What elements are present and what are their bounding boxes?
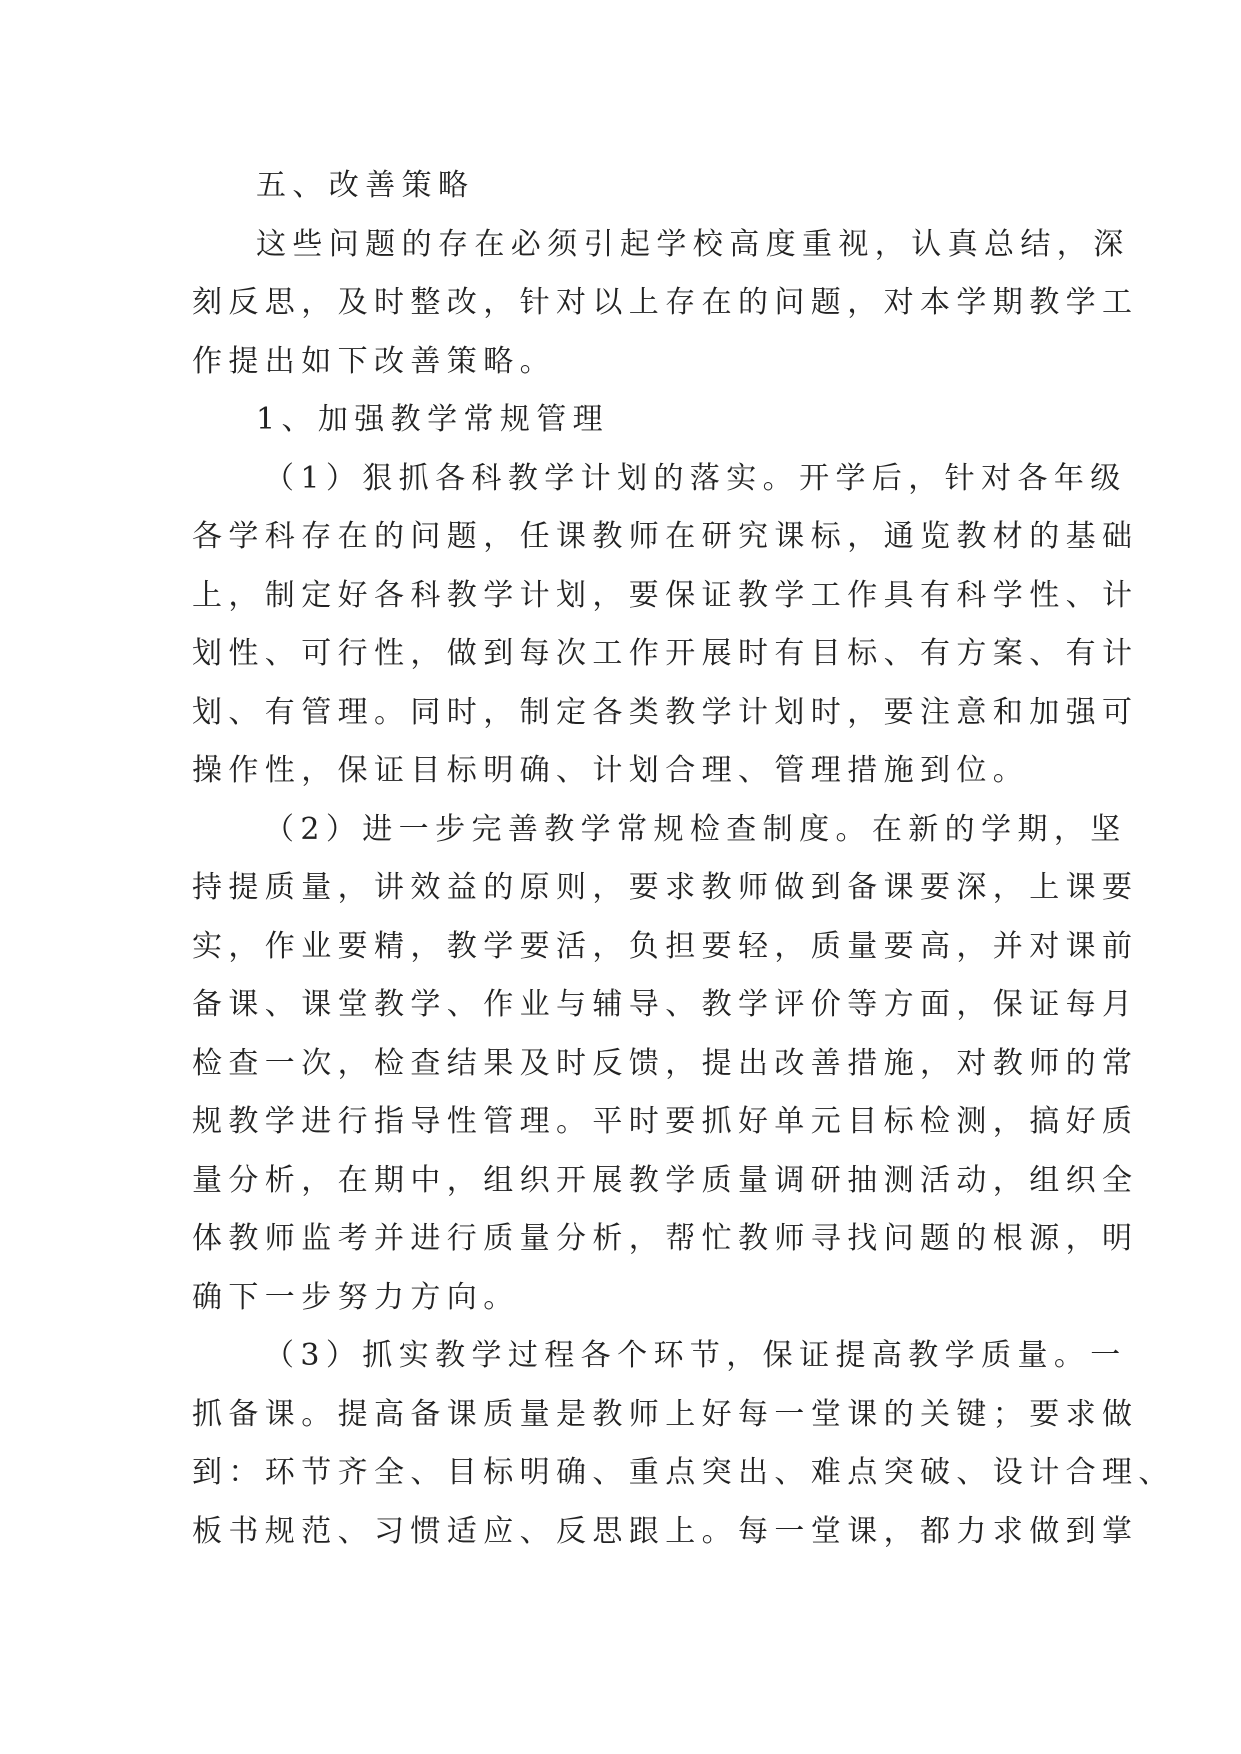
text-line: 确下一步努力方向。	[192, 1279, 520, 1315]
text-line: 板书规范、习惯适应、反思跟上。每一堂课，都力求做到掌	[192, 1513, 1139, 1549]
text-line: 上，制定好各科教学计划，要保证教学工作具有科学性、计	[192, 577, 1139, 613]
document-page	[192, 157, 1175, 1561]
text-line: （2）进一步完善教学常规检查制度。在新的学期，坚	[264, 811, 1127, 847]
text-line: 划性、可行性，做到每次工作开展时有目标、有方案、有计	[192, 636, 1139, 671]
section-heading: 五、改善策略	[256, 168, 475, 203]
text-line: （1）狠抓各科教学计划的落实。开学后，针对各年级	[264, 460, 1127, 496]
text-line: 刻反思，及时整改，针对以上存在的问题，对本学期教学工	[192, 285, 1139, 320]
text-line: 抓备课。提高备课质量是教师上好每一堂课的关键；要求做	[192, 1396, 1139, 1432]
text-line: 量分析，在期中，组织开展教学质量调研抽测活动，组织全	[192, 1162, 1139, 1198]
text-line: 体教师监考并进行质量分析，帮忙教师寻找问题的根源，明	[192, 1221, 1139, 1256]
text-line: 检查一次，检查结果及时反馈，提出改善措施，对教师的常	[192, 1045, 1139, 1081]
text-line: 作提出如下改善策略。	[192, 343, 556, 379]
text-line: 操作性，保证目标明确、计划合理、管理措施到位。	[192, 753, 1030, 788]
text-line: 实，作业要精，教学要活，负担要轻，质量要高，并对课前	[192, 928, 1139, 964]
text-line: 备课、课堂教学、作业与辅导、教学评价等方面，保证每月	[192, 987, 1139, 1022]
text-line: 到：环节齐全、目标明确、重点突出、难点突破、设计合理、	[192, 1455, 1175, 1490]
text-line: 各学科存在的问题，任课教师在研究课标，通览教材的基础	[192, 519, 1139, 554]
subheading: 1、加强教学常规管理	[256, 402, 610, 437]
text-line: （3）抓实教学过程各个环节，保证提高教学质量。一	[264, 1338, 1127, 1373]
text-line: 划、有管理。同时，制定各类教学计划时，要注意和加强可	[192, 694, 1139, 730]
text-line: 这些问题的存在必须引起学校高度重视，认真总结，深	[256, 226, 1130, 262]
text-line: 规教学进行指导性管理。平时要抓好单元目标检测，搞好质	[192, 1104, 1139, 1139]
text-line: 持提质量，讲效益的原则，要求教师做到备课要深，上课要	[192, 870, 1139, 905]
